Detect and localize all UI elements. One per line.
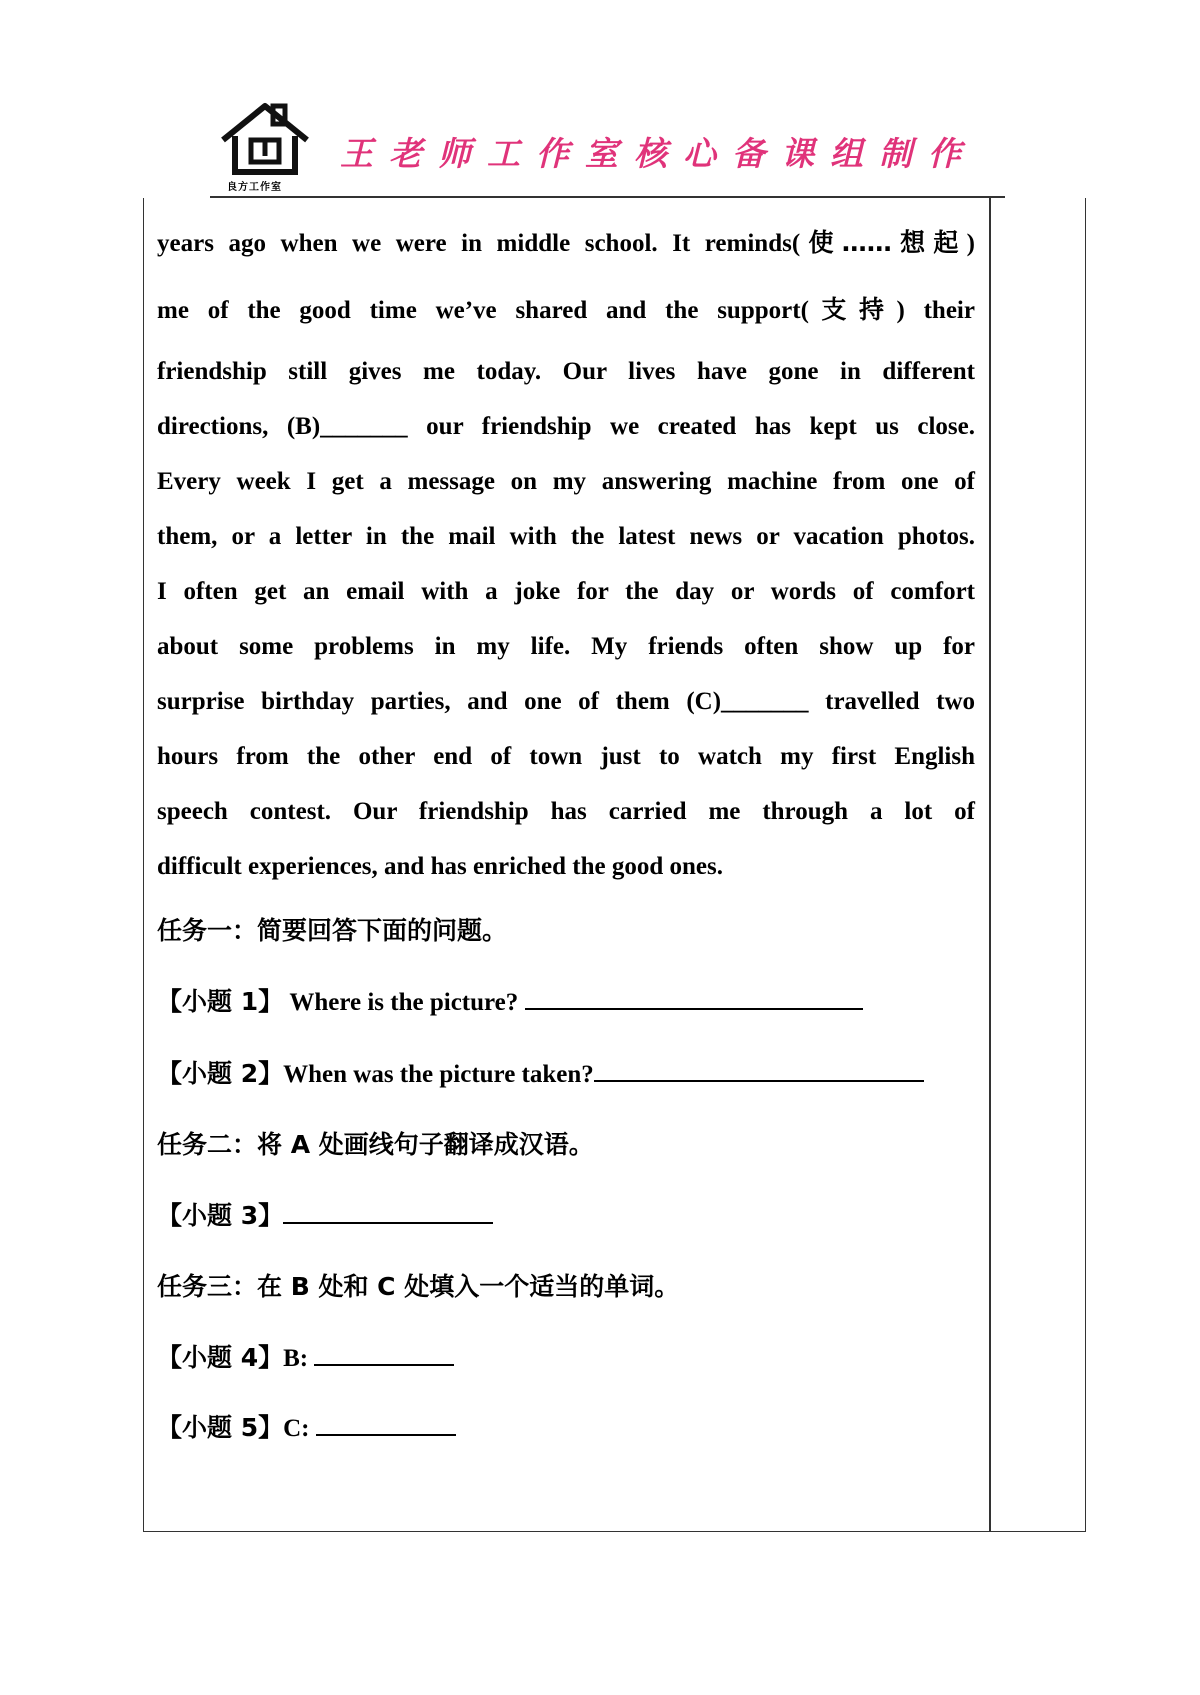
question-5	[157, 1412, 975, 1444]
task-one-heading: 任务一：简要回答下面的问题。	[157, 916, 508, 945]
answer-blank-4[interactable]	[314, 1342, 454, 1366]
passage-line: I often get an email with a joke for the day or words of comfort	[157, 578, 975, 605]
header	[215, 100, 1005, 195]
question-label: 【小题 4】	[157, 1343, 284, 1372]
passage-line: Every week I get a message on my answering machine from one of	[157, 468, 975, 495]
question-1	[157, 986, 975, 1018]
passage-line: years ago when we were in middle school. It reminds(使……想起)	[157, 228, 975, 257]
answer-blank-3[interactable]	[283, 1200, 493, 1224]
house-logo-icon	[215, 100, 315, 195]
task-two-heading: 任务二：将 A 处画线句子翻译成汉语。	[157, 1130, 594, 1159]
studio-title: 王老师工作室核心备课组制作	[340, 134, 977, 173]
worksheet-content	[157, 210, 975, 1444]
question-text: B:	[283, 1345, 315, 1372]
task-three-heading: 任务三：在 B 处和 C 处填入一个适当的单词。	[157, 1272, 680, 1301]
logo-caption: 良方工作室	[227, 182, 282, 193]
answer-blank-5[interactable]	[316, 1412, 456, 1436]
question-text: When was the picture taken?	[283, 1061, 594, 1088]
question-label: 【小题 3】	[157, 1201, 284, 1230]
passage-line: about some problems in my life. My friends often show up for	[157, 633, 975, 660]
passage-line: speech contest. Our friendship has carried me through a lot of	[157, 798, 975, 825]
question-4	[157, 1342, 975, 1374]
passage-line: surprise birthday parties, and one of them (C)_______ travelled two	[157, 688, 975, 715]
reading-passage	[157, 210, 975, 894]
passage-line: friendship still gives me today. Our lives have gone in different	[157, 358, 975, 385]
passage-line: hours from the other end of town just to watch my first English	[157, 743, 975, 770]
passage-line: difficult experiences, and has enriched the good ones.	[157, 853, 723, 880]
passage-line: them, or a letter in the mail with the latest news or vacation photos.	[157, 523, 975, 550]
question-text: Where is the picture?	[283, 989, 525, 1016]
passage-line: me of the good time we’ve shared and the support(支持) their	[157, 295, 975, 324]
question-label: 【小题 1】	[157, 987, 284, 1016]
answer-blank-1[interactable]	[525, 986, 863, 1010]
table-column-divider	[989, 198, 991, 1532]
question-text: C:	[283, 1415, 316, 1442]
answer-blank-2[interactable]	[594, 1058, 924, 1082]
question-label: 【小题 2】	[157, 1059, 284, 1088]
question-2	[157, 1058, 975, 1090]
passage-line: directions, (B)_______ our friendship we created has kept us close.	[157, 413, 975, 440]
question-label: 【小题 5】	[157, 1413, 284, 1442]
question-3	[157, 1200, 975, 1232]
